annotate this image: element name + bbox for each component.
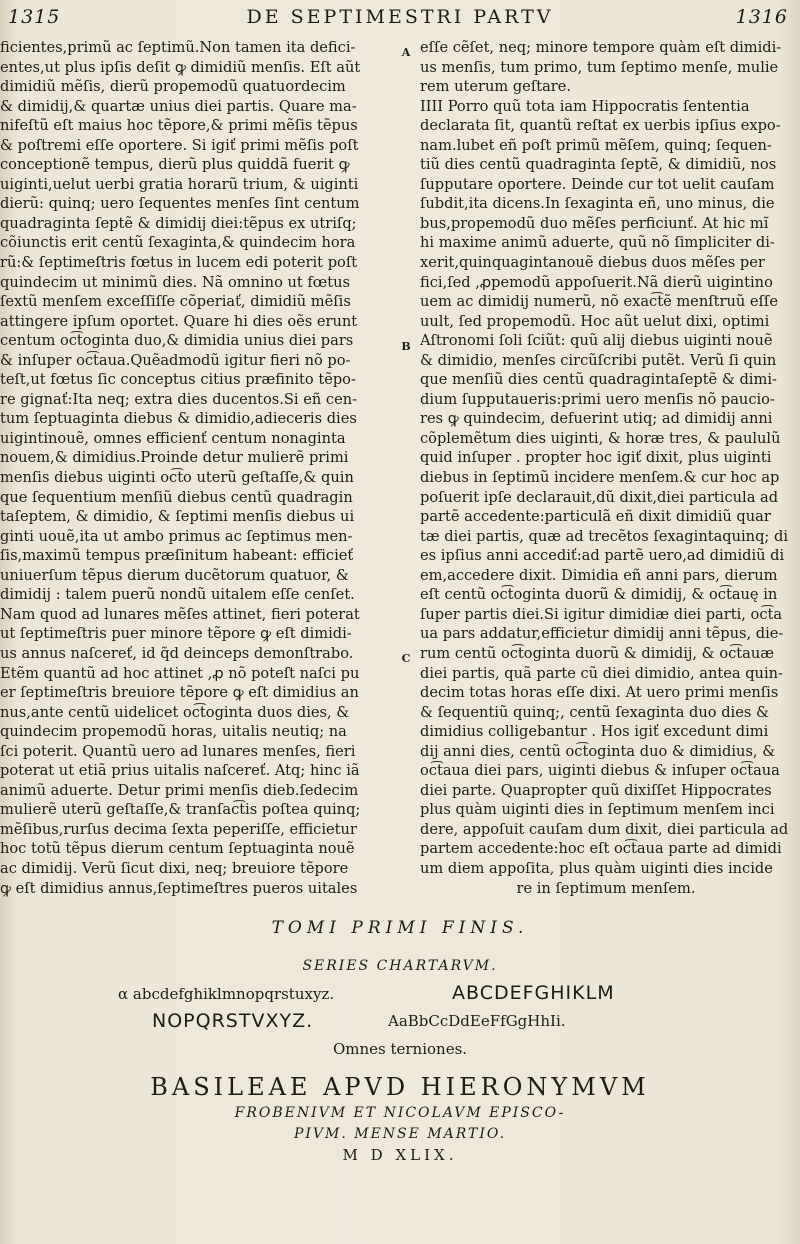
text-line: nus,ante centũ uidelicet oc͡toginta duos dies, & bbox=[0, 703, 350, 721]
text-line: re gignať:Ita neq; extra dies ducentos.Si eñ cen- bbox=[0, 390, 358, 408]
register-pairs: AaBbCcDdEeFfGgHhIi. bbox=[388, 1012, 566, 1030]
text-line: dimidij : talem puerũ nondũ uitalem eſſe cenſet. bbox=[0, 586, 355, 604]
text-line: declarata ſit, quantũ reſtat ex uerbis ipſius expo- bbox=[420, 117, 781, 135]
text-line: diei partis, quã parte cũ diei dimidio, antea quin- bbox=[420, 664, 783, 682]
text-line: menſis diebus uiginti oc͡to uterũ geſtaſſe,& quin bbox=[0, 469, 354, 487]
text-line: uult, ſed propemodũ. Hoc aũt uelut dixi, optimi bbox=[420, 312, 770, 330]
text-line: dierũ: quinq; uero ſequentes menſes ſint centum bbox=[0, 195, 360, 213]
text-line: er ſeptimeſtris breuiore tẽpore ꝙ eſt dimidius an bbox=[0, 684, 359, 702]
text-line: bus,propemodũ duo mẽſes perficiunť. At hic mĩ bbox=[420, 214, 769, 232]
text-line: taſeptem, & dimidio, & ſeptimi menſis diebus ui bbox=[0, 508, 355, 526]
text-line: uniuerſum tẽpus dierum ducẽtorum quatuor, & bbox=[0, 566, 349, 584]
text-line: dij anni dies, centũ oc͡toginta duo & dimidius, & bbox=[420, 742, 776, 760]
text-line: hoc totũ tẽpus dierum centum ſeptuaginta nouẽ bbox=[0, 840, 355, 858]
text-line: ut ſeptimeſtris puer minore tẽpore ꝙ eſt dimidi- bbox=[0, 625, 352, 643]
text-line: diebus in ſeptimũ incidere menſem.& cur hoc ap bbox=[420, 469, 780, 487]
text-line: teſt,ut fœtus ſic conceptus citius præfinito tẽpo- bbox=[0, 371, 356, 389]
text-line: que ſequentium menſiũ diebus centũ quadragin bbox=[0, 488, 353, 506]
text-line: dium ſupputaueris:primi uero menſis nõ paucio- bbox=[420, 390, 775, 408]
text-line: Aſtronomi ſoli ſciũt: quũ alij diebus uiginti nouẽ bbox=[420, 332, 773, 350]
text-line: us menſis, tum primo, tum ſeptimo menſe, mulie bbox=[420, 58, 779, 76]
text-line: cõplemẽtum dies uiginti, & horæ tres, & paululũ bbox=[420, 429, 781, 447]
text-line: ſubdit,ita dicens.In ſexaginta eñ, uno minus, die bbox=[420, 195, 775, 213]
text-line: xerit,quinquagintanouẽ diebus duos mẽſes per bbox=[420, 254, 765, 272]
text-line: dere, appoſuit cauſam dum dixit, diei particula ad bbox=[420, 820, 789, 838]
text-line: uem ac dimidij numerũ, nõ exac͡tẽ menſtruũ eſſe bbox=[420, 293, 778, 311]
text-line: Nam quod ad lunares mẽſes attinet, fieri poterat bbox=[0, 605, 360, 623]
text-line: decim totas horas eſſe dixi. At uero primi menſis bbox=[420, 684, 779, 702]
imprint-line-2: FROBENIVM ET NICOLAVM EPISCO- bbox=[234, 1105, 566, 1121]
margin-marker-a: A bbox=[401, 46, 411, 59]
text-line: rũ:& ſeptimeſtris fœtus in lucem edi poterit poſt bbox=[0, 254, 358, 272]
text-line: ſuper partis diei.Si igitur dimidiæ diei parti, oc͡ta bbox=[420, 605, 783, 623]
text-line: oc͡taua diei pars, uiginti diebus & inſuper oc͡taua bbox=[420, 762, 780, 780]
text-line: es ipſius anni accediť:ad partẽ uero,ad dimidiũ di bbox=[420, 547, 785, 565]
text-line: centum oc͡toginta duo,& dimidia unius diei pars bbox=[0, 332, 354, 350]
text-line: uigintinouẽ, omnes efficienť centum nonaginta bbox=[0, 429, 346, 447]
running-title: DE SEPTIMESTRI PARTV bbox=[246, 6, 554, 28]
text-line: & ſequentiũ quinq;, centũ ſexaginta duo dies & bbox=[420, 703, 769, 721]
text-line: ꝙ eſt dimidius annus,ſeptimeſtres pueros uitales bbox=[0, 879, 358, 897]
register-uppercase-2: NOPQRSTVXYZ. bbox=[152, 1010, 314, 1032]
margin-marker-b: B bbox=[401, 340, 411, 353]
text-line: um diem appoſita, plus quàm uiginti dies incide bbox=[420, 859, 773, 877]
text-line: ſci poterit. Quantũ uero ad lunares menſes, fieri bbox=[0, 742, 356, 760]
text-line: attingere ipſum oportet. Quare hi dies oẽs erunt bbox=[0, 312, 358, 330]
right-text-column bbox=[420, 38, 792, 898]
text-line: res ꝙ quindecim, defuerint utiq; ad dimidij anni bbox=[420, 410, 773, 428]
text-line: poterat ut etiã prius uitalis naſcereť. Atq; hinc iã bbox=[0, 762, 360, 780]
text-line: poſuerit ipſe declarauit,dũ dixit,diei particula ad bbox=[420, 488, 779, 506]
text-line: tæ diei partis, quæ ad trecẽtos ſexagintaquinq; di bbox=[420, 527, 788, 545]
text-line: & dimidij,& quartæ unius diei partis. Quare ma- bbox=[0, 97, 357, 115]
text-line: Etẽm quantũ ad hoc attinet ,ꝓ nõ poteſt naſci pu bbox=[0, 664, 360, 682]
text-line: eſſe cẽſet, neq; minore tempore quàm eſt dimidi- bbox=[420, 39, 782, 56]
text-line: quindecim ut minimũ dies. Nã omnino ut fœtus bbox=[0, 273, 350, 291]
text-line: nifeſtũ eſt maius hoc tẽpore,& primi mẽſis tẽpus bbox=[0, 117, 358, 135]
text-line: quindecim propemodũ horas, uitalis neutiq; na bbox=[0, 723, 347, 741]
text-line: plus quàm uiginti dies in ſeptimum menſem inci bbox=[420, 801, 775, 819]
text-line: diei parte. Quapropter quũ dixiſſet Hippocrates bbox=[420, 781, 772, 799]
text-line: quadraginta ſeptẽ & dimidij diei:tẽpus ex utriſq; bbox=[0, 214, 357, 232]
text-line: entes,ut plus ipſis deſit ꝙ dimidiũ menſis. Eſt aũt bbox=[0, 58, 361, 76]
imprint-line-1: BASILEAE APVD HIERONYMVM bbox=[150, 1073, 650, 1101]
text-line: & dimidio, menſes circũſcribi putẽt. Verũ ſi quin bbox=[420, 351, 777, 369]
text-line: ficientes,primũ ac ſeptimũ.Non tamen ita defici- bbox=[0, 39, 356, 56]
text-line: uiginti,uelut uerbi gratia horarũ trium, & uiginti bbox=[0, 175, 359, 193]
text-line: mẽſibus,rurſus decima ſexta peperiſſe, efficietur bbox=[0, 820, 357, 838]
text-line: dimidiũ mẽſis, dierũ propemodũ quatuordecim bbox=[0, 78, 346, 96]
text-line: ſis,maximũ tempus præſinitum habeant: efficieť bbox=[0, 547, 354, 565]
text-line: que menſiũ dies centũ quadragintaſeptẽ & dimi- bbox=[420, 371, 777, 389]
text-line: mulierẽ uterũ geſtaſſe,& tranſac͡tis poſtea quinq; bbox=[0, 801, 361, 819]
text-line: eſt centũ oc͡toginta duorũ & dimidij, & oc͡tauę in bbox=[420, 586, 778, 604]
text-line: ac dimidij. Verũ ſicut dixi, neq; breuiore tẽpore bbox=[0, 859, 349, 877]
terniones-note: Omnes terniones. bbox=[332, 1040, 468, 1058]
text-line: conceptionẽ tempus, dierũ plus quiddã fuerit ꝙ bbox=[0, 156, 350, 174]
text-line: ſextũ menſem exceſſiſſe cõperiať, dimidiũ mẽſis bbox=[0, 293, 351, 311]
imprint-line-3: PIVM. MENSE MARTIO. bbox=[293, 1126, 507, 1142]
text-line: us annus naſcereť, id q̃d deinceps demonſtrabo. bbox=[0, 644, 354, 662]
text-line: tum ſeptuaginta diebus & dimidio,adieceris dies bbox=[0, 410, 357, 428]
text-line: ua pars addatur,efficietur dimidij anni tẽpus, die- bbox=[420, 625, 784, 643]
text-line: ſupputare oportere. Deinde cur tot uelit cauſam bbox=[420, 175, 775, 193]
text-line: IIII Porro quũ tota iam Hippocratis ſententia bbox=[420, 97, 750, 115]
text-line: quid inſuper . propter hoc igiť dixit, plus uiginti bbox=[420, 449, 772, 467]
text-line: partẽ accedente:particulã eñ dixit dimidiũ quar bbox=[420, 508, 771, 526]
page-number-right: 1316 bbox=[735, 6, 788, 28]
text-line: rum centũ oc͡toginta duorũ & dimidij, & oc͡tauæ bbox=[420, 644, 774, 662]
register-uppercase-1: ABCDEFGHIKLM bbox=[452, 982, 615, 1004]
text-line: ginti uouẽ,ita ut ambo primus ac ſeptimus men- bbox=[0, 527, 353, 545]
text-line: rem uterum geſtare. bbox=[420, 78, 572, 96]
text-line: tiũ dies centũ quadraginta ſeptẽ, & dimidiũ, nos bbox=[420, 156, 777, 174]
margin-marker-c: C bbox=[401, 652, 411, 665]
series-chartarum-heading: SERIES CHARTARVM. bbox=[302, 958, 498, 974]
page-number-left: 1315 bbox=[8, 6, 61, 28]
text-line: em,accedere dixit. Dimidia eñ anni pars, dierum bbox=[420, 566, 778, 584]
text-line: re in ſeptimum menſem. bbox=[516, 879, 696, 897]
text-line: & inſuper oc͡taua.Quẽadmodũ igitur fieri nõ po- bbox=[0, 351, 351, 369]
imprint-date: M D XLIX. bbox=[342, 1146, 458, 1164]
tomi-finis: TOMI PRIMI FINIS. bbox=[271, 918, 529, 938]
page-header bbox=[6, 4, 794, 34]
text-line: & poſtremi eſſe oportere. Si igiť primi mẽſis poſt bbox=[0, 136, 359, 154]
text-line: nam.lubet eñ poſt primũ mẽſem, quinq; ſequen- bbox=[420, 136, 772, 154]
text-line: animũ aduerte. Detur primi menſis dieb.ſedecim bbox=[0, 781, 359, 799]
margin-gutter bbox=[392, 38, 420, 898]
text-line: hi maxime animũ aduerte, quũ nõ ſimpliciter di- bbox=[420, 234, 775, 252]
register-lowercase: α abcdefghiklmnopqrstuxyz. bbox=[118, 985, 335, 1003]
text-line: dimidius colligebantur . Hos igiť excedunt dimi bbox=[420, 723, 769, 741]
text-line: nouem,& dimidius.Proinde detur mulierẽ primi bbox=[0, 449, 349, 467]
left-text-column bbox=[0, 38, 392, 898]
text-line: partem accedente:hoc eſt oc͡taua parte ad dimidi bbox=[420, 840, 782, 858]
text-line: fici,ſed ,ꝓpemodũ appoſuerit.Nã dierũ uigintino bbox=[420, 273, 773, 291]
text-line: cõiunctis erit centũ ſexaginta,& quindecim hora bbox=[0, 234, 356, 252]
